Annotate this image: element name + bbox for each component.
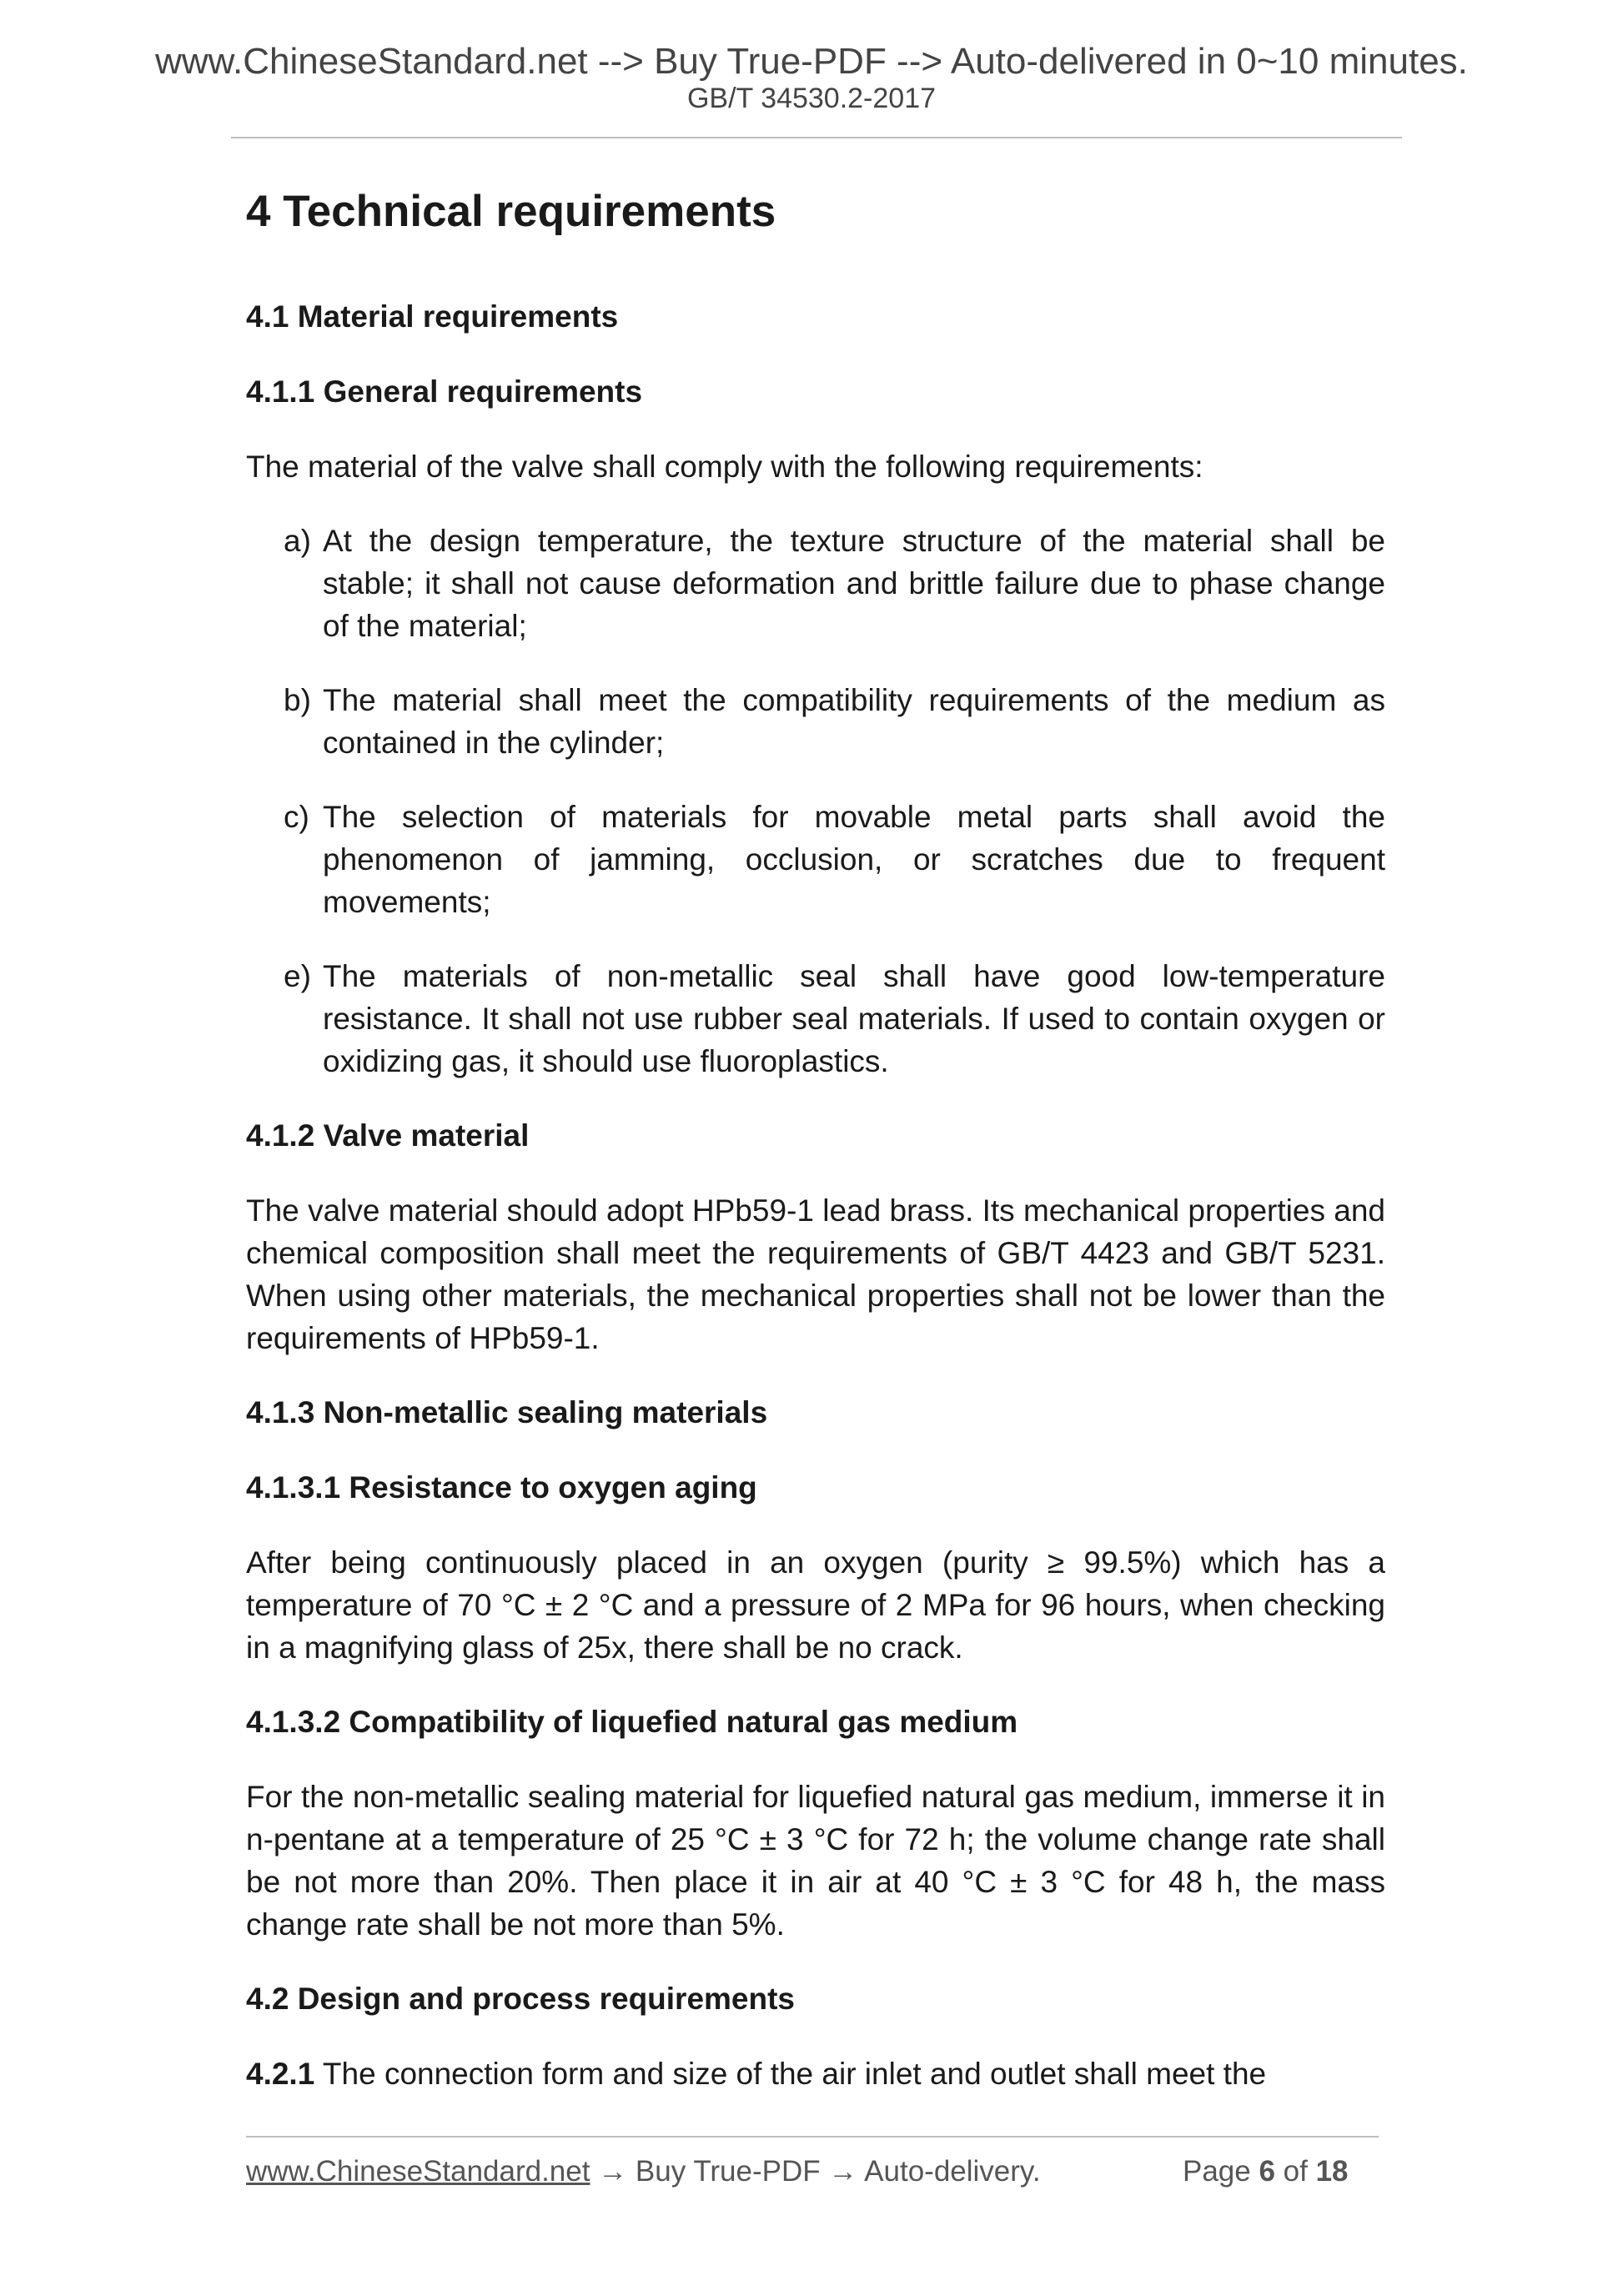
clause-number-4-2-1: 4.2.1 bbox=[246, 2057, 315, 2091]
header-divider bbox=[231, 137, 1402, 138]
heading-4-1-3: 4.1.3 Non-metallic sealing materials bbox=[246, 1395, 768, 1429]
heading-4-1: 4.1 Material requirements bbox=[246, 299, 619, 334]
heading-4-1-2: 4.1.2 Valve material bbox=[246, 1118, 530, 1153]
paragraph-4-1-3-2: For the non-metallic sealing material for liquefied natural gas medium, immerse it in n-pentane at a temperature of 25 °C ± 3 °C for 72 h; the volume change rate shall be not more than 20%. Then place it in air at 40 °C ± 3 °C for 48 h, the mass change rate shall be not more than 5%. bbox=[246, 1780, 1385, 1942]
list-text: The material shall meet the compatibility requirements of the medium as contained in the cylinder; bbox=[323, 683, 1385, 760]
list-marker: b) bbox=[284, 683, 311, 717]
top-banner: www.ChineseStandard.net --> Buy True-PDF --> Auto-delivered in 0~10 minutes. bbox=[155, 41, 1468, 82]
footer-link[interactable]: www.ChineseStandard.net bbox=[246, 2155, 590, 2188]
footer-divider bbox=[246, 2136, 1379, 2138]
list-item bbox=[284, 679, 1385, 764]
standard-code: GB/T 34530.2-2017 bbox=[686, 83, 937, 114]
heading-4-2: 4.2 Design and process requirements bbox=[246, 1982, 796, 2016]
paragraph-4-1-2: The valve material should adopt HPb59-1 lead brass. Its mechanical properties and chemical composition shall meet the requirements of GB/T 4423 and GB/T 5231. When using other materials, the mechanical properties shall not be lower than the requirements of HPb59-1. bbox=[246, 1193, 1385, 1355]
clause-text-4-2-1: The connection form and size of the air inlet and outlet shall meet the bbox=[314, 2057, 1267, 2091]
list-text: The selection of materials for movable metal parts shall avoid the phenomenon of jamming, occlusion, or scratches due to frequent movements; bbox=[323, 800, 1385, 919]
page-content bbox=[246, 185, 1385, 2127]
page-indicator bbox=[1183, 2153, 1349, 2190]
page-label: Page bbox=[1183, 2155, 1259, 2188]
list-text: At the design temperature, the texture structure of the material shall be stable; it shall not cause deformation and brittle failure due to phase change of the material; bbox=[323, 524, 1385, 643]
list-marker: c) bbox=[284, 800, 309, 834]
paragraph-4-1-1-intro: The material of the valve shall comply with the following requirements: bbox=[246, 450, 1203, 484]
footer-promo-text: → Buy True-PDF → Auto-delivery. bbox=[590, 2155, 1041, 2188]
page-total: 18 bbox=[1315, 2155, 1349, 2188]
list-item bbox=[284, 955, 1385, 1083]
list-text: The materials of non-metallic seal shall have good low-temperature resistance. It shall not use rubber seal materials. If used to contain oxygen or oxidizing gas, it should use fluoroplastics. bbox=[323, 959, 1385, 1078]
list-item bbox=[284, 796, 1385, 923]
list-marker: e) bbox=[284, 959, 311, 993]
paragraph-4-2-1 bbox=[246, 2052, 1385, 2095]
section-title: 4 Technical requirements bbox=[246, 187, 776, 236]
paragraph-4-1-3-1: After being continuously placed in an oxygen (purity ≥ 99.5%) which has a temperature of 70 °C ± 2 °C and a pressure of 2 MPa for 96 hours, when checking in a magnifying glass of 25x, there shall be no crack. bbox=[246, 1545, 1385, 1665]
heading-4-1-1: 4.1.1 General requirements bbox=[246, 374, 643, 409]
heading-4-1-3-1: 4.1.3.1 Resistance to oxygen aging bbox=[246, 1470, 757, 1505]
list-item bbox=[284, 520, 1385, 647]
list-marker: a) bbox=[284, 524, 311, 558]
heading-4-1-3-2: 4.1.3.2 Compatibility of liquefied natural gas medium bbox=[246, 1705, 1018, 1739]
page-number: 6 bbox=[1259, 2155, 1275, 2188]
footer-promo bbox=[246, 2153, 1041, 2190]
of-label: of bbox=[1274, 2155, 1316, 2188]
